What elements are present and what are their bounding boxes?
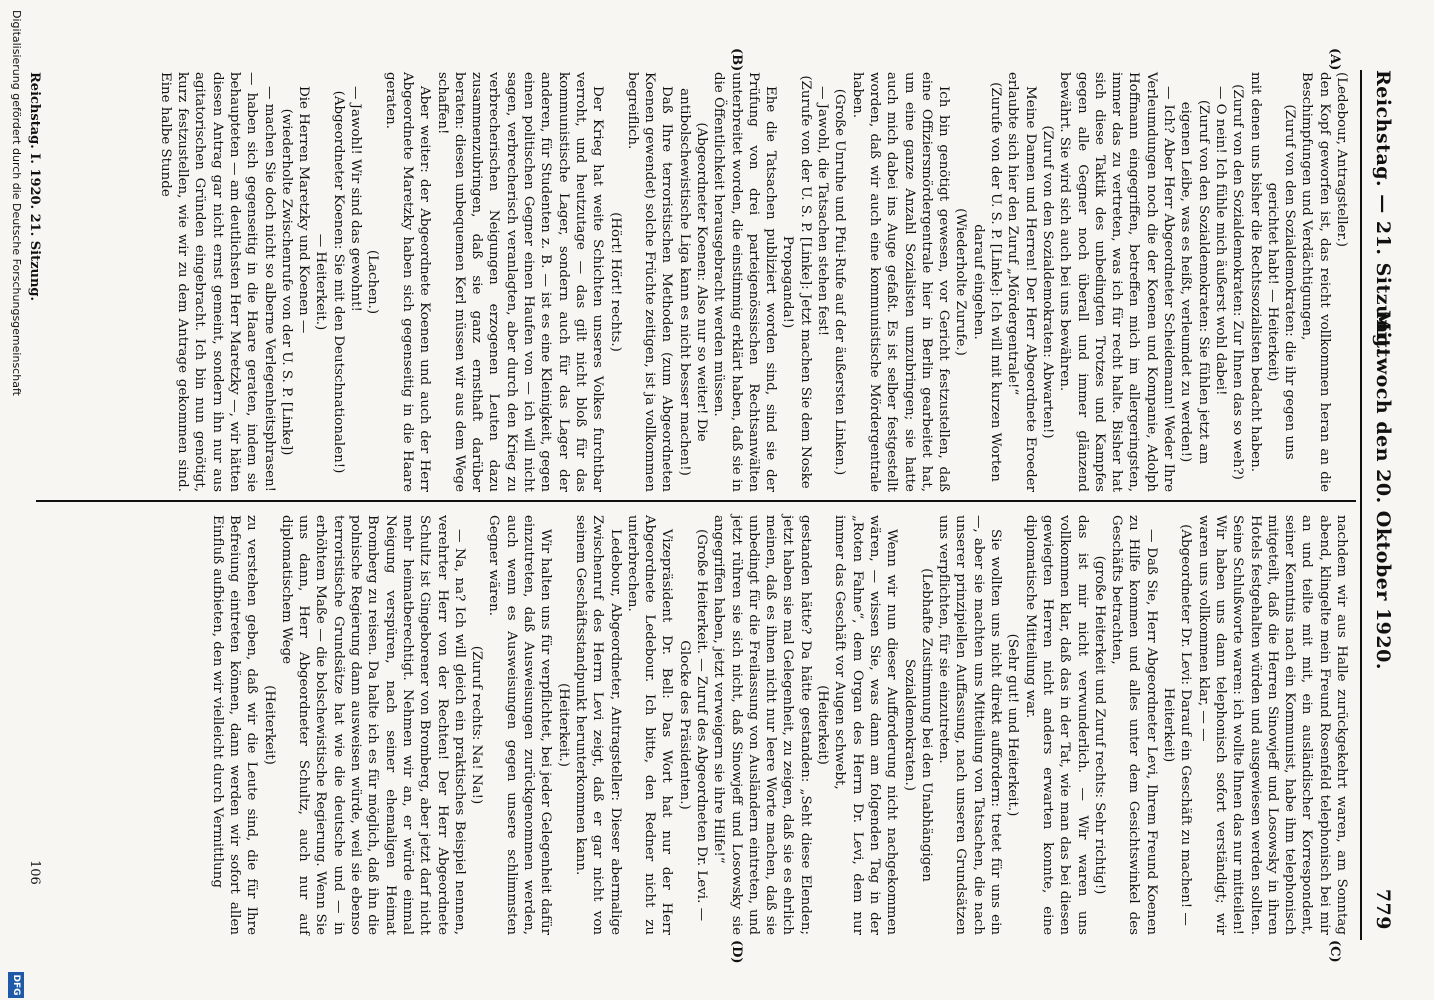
paragraph: — Daß Sie, Herr Abgeordneter Levi, Ihrem Freund Koenen zu Hilfe kommen und alles unter dem Gesichtswinkel des Geschäfts betrachten, bbox=[1109, 515, 1159, 935]
column-divider bbox=[36, 500, 1356, 502]
marker-b: (B) bbox=[729, 48, 744, 72]
paragraph: — Jawohl! Wir sind das gewohnt! bbox=[348, 86, 364, 312]
paragraph: mit denen uns bisher die Rechtssozialisten bedacht haben. bbox=[1247, 72, 1263, 472]
interjection: — Heiterkeit.) bbox=[313, 233, 329, 331]
interjection: (Abgeordneter Koenen: Also nur so weiter! Die antibolschewistische Liga kann es nicht besser machen!) bbox=[676, 88, 710, 476]
header-date: Mittwoch den 20. Oktober 1920. bbox=[1372, 310, 1394, 670]
interjection: (Heiterkeit) bbox=[261, 685, 277, 765]
header-session: Reichstag. — 21. Sitzung. bbox=[1372, 70, 1394, 355]
interjection: (wiederholte Zwischenrufe von der U. S. P. [Linke]) bbox=[278, 108, 294, 456]
left-column bbox=[157, 72, 1350, 492]
paragraph: das ist mir nicht verwunderlich. — Wir waren uns vollkommen klar, daß das in der Tat, wie man das bei diesen gewiegten Herren nicht anders erwarten konnte, eine diplomatische Mitteilung war. bbox=[1022, 515, 1090, 935]
header-rule bbox=[1360, 70, 1362, 940]
paragraph: den Kopf geworfen ist, das reicht vollkommen heran an die Beschimpfungen und Verdächtigungen, bbox=[1299, 72, 1332, 492]
interjection: (Sehr gut! und Heiterkeit.) bbox=[1005, 633, 1021, 817]
paragraph: (Ledebour, Antragsteller.) bbox=[1334, 72, 1349, 247]
header-page-number: 779 bbox=[1372, 888, 1394, 930]
paragraph: — O nein! Ich fühle mich äußerst wohl dabei! bbox=[1212, 86, 1228, 396]
interjection: (Große Heiterkeit. — Zuruf des Abgeordneten Dr. Levi. — Glocke des Präsidenten.) bbox=[676, 528, 710, 921]
interjection: (Hört! Hört! rechts.) bbox=[607, 212, 623, 352]
paragraph: zu verstehen geben, daß wir die Leute sind, die für Ihre Befreiung eintreten können, dann werden wir sofort allen Einfluß aufbieten, den wir vielleicht durch Vermittlung bbox=[209, 515, 260, 935]
interjection: (Zurufe von der U. S. P. [Linke]: Jetzt machen Sie dem Noske Propaganda!) bbox=[780, 75, 813, 489]
paragraph: — Na, na? Ich will gleich ein praktisches Beispiel nennen, verehrter Herr von der Rechten! Der Herr Abgeordnete Schultz ist Gingeborener von Bromberg, aber jetzt darf nicht mehr heimatberechtigt. Nehmen wir an, er würde einmal Neigung verspüren, nach seiner ehemaligen Heimat Bromberg zu reisen. Da halte ich es für möglich, daß ihn die polnische Regierung dann ausweisen würde, weil sie ebenso terroristische Grundsätze hat wie die deutsche und — in erhöhtem Maße — die bolschewistische Regierung. Wenn Sie uns dann, Herr Abgeordneter Schultz, auch nur auf diplomatischem Wege bbox=[278, 515, 467, 935]
paragraph: Der Krieg hat weite Schichten unseres Volkes furchtbar verroht, und heutzutage — das gilt nicht bloß für das kommunistische Lager, sondern auch für das Lager der anderen, für Studenten z. B. — ist es eine Kleinigkeit, gegen einen politischen Gegner einen Haufen von — ich will nicht sagen, verbrecherisch veranlagten, aber durch den Krieg zu verbrecherischen Neigungen erzogenen Leuten dazu zusammenzubringen, daß sie ganz ernsthaft darüber beraten: diesen unbequemen Kerl müssen wir aus dem Wege schaffen! bbox=[434, 72, 606, 492]
page-footer: Reichstag. I. 1920. 21. Sitzung. bbox=[27, 72, 42, 302]
digitization-notice: Digitalisierung gefördert durch die Deutsche Forschungsgemeinschaft bbox=[10, 10, 23, 396]
interjection: (Abgeordneter Dr. Levi: Darauf ein Geschäft zu machen! — Heiterkeit) bbox=[1161, 524, 1194, 926]
paragraph: nachdem wir aus Halle zurückgekehrt waren, am Sonntag abend, klingelte mein Freund Rosenfeld telephonisch bei mir an und teilte mit mit, ein ausländischer Korrespondent, seiner Kenntnis nach ein Kommunist, habe ihm telephonisch mitgeteilt, daß die Herren Sinowjeff und Losowsky in ihren Hotels festgehalten würden und ausgewiesen werden sollten. Seine Schlußworte waren: ich wollte Ihnen das nur mitteilen! Wir haben uns dann telephonisch sofort verständigt; wir waren uns vollkommen klar, — — bbox=[1195, 515, 1349, 935]
paragraph: Daß Ihre terroristischen Methoden (zum Abgeordneten Koenen gewendet) solche Früchte zeitigen, ist ja vollkommen begreiflich. bbox=[624, 72, 675, 492]
paragraph: — Ich? Aber Herr Abgeordneter Scheidemann! Weder Ihre Verleumdungen noch die der Koenen und Kompanie, Adolph Hoffmann eingegriffen, betreffen mich im allergeringsten, immer das zu vertreten, was ich für recht halte. Bisher hat sich diese Taktik des unbedingten Trotzes und Kampfes gegen alle Gegner noch überall und immer glänzend bewährt. Sie wird sich auch bei uns bewähren. bbox=[1057, 72, 1177, 492]
interjection: (Zuruf von den Sozialdemokraten: Zur Ihnen das so weh?) bbox=[1230, 84, 1246, 480]
right-column bbox=[208, 515, 1350, 935]
interjection: (Abgeordneter Koenen: Sie mit den Deutschnationalen!) bbox=[330, 90, 346, 474]
marker-d: (D) bbox=[729, 940, 744, 964]
interjection: (Wiederholte Zurufe.) bbox=[953, 208, 969, 356]
digitization-stamp bbox=[4, 0, 24, 1000]
footer-page-number: 106 bbox=[27, 860, 42, 885]
marker-c: (C) bbox=[1327, 940, 1342, 963]
interjection: (Zuruf von den Sozialdemokraten: Sie fühlen jetzt am eigenen Leibe, was es heißt, verleumdet zu werden!) bbox=[1178, 99, 1211, 465]
interjection: (Heiterkeit) bbox=[815, 685, 831, 765]
marker-a: (A) bbox=[1327, 48, 1342, 71]
interjection: (Zurufe von der U. S. P. [Linke]: Ich will mit kurzen Worten darauf eingehen. bbox=[970, 82, 1004, 482]
paragraph: Die Herren Maretzky und Koenen — bbox=[296, 86, 312, 334]
paragraph: — Jawohl, die Tatsachen stehen fest! bbox=[815, 86, 831, 337]
paragraph: Vizepräsident Dr. Bell: Das Wort hat nur der Herr Abgeordnete Ledebour. Ich bitte, den Redner nicht zu unterbrechen. bbox=[624, 515, 675, 935]
paragraph: Meine Damen und Herren! Der Herr Abgeordnete Eroeder erlaubte sich hier den Zuruf „Mördergentrale!“ bbox=[1005, 72, 1038, 492]
interjection: (Zuruf rechts: Na! Na!) bbox=[469, 645, 485, 805]
paragraph: gestanden hätte? Da hätte gestanden: „Seht diese Elenden; jetzt haben sie mal Gelegenheit, zu zeigen, daß sie es ehrlich meinen, daß es ihnen nicht nur leere Worte machen, daß sie unbedingt für die Freilassung von Ausländern eintreten, und jetzt rühren sie sich nicht, daß Sinowjeff und Losowsky sie angegriffen haben, jetzt verweigern sie ihre Hilfe!“ bbox=[711, 515, 813, 935]
paragraph: Ehe die Tatsachen publiziert worden sind, sind sie der Prüfung von drei parteigenössischen Rechtsanwälten unterbreitet worden, die einstimmig erklärt haben, daß sie in die Öffentlichkeit herausgebracht werden müssen. bbox=[711, 72, 779, 492]
interjection: (Lachen.) bbox=[365, 249, 381, 315]
paragraph: Ich bin genötigt gewesen, vor Gericht festzustellen, daß eine Offiziersmördergentrale hier in Berlin gearbeitet hat, um eine ganze Anzahl Sozialisten umzubringen; sie hatte auch mich dabei ins Auge gefaßt. Es ist selber festgestellt worden, daß wir auch eine kommunistische Mördergentrale haben. bbox=[849, 72, 952, 492]
page-header bbox=[1364, 70, 1394, 930]
paragraph: — machen Sie doch nicht so alberne Verlegenheitsphrasen! — haben sich gegenseitig in die Haare geraten, indem sie behaupteten — am deutlichsten Herr Maretzky —, wir hätten diesen Antrag gar nicht ernst gemeint, sondern ihn nur aus agitatorischen Gründen eingebracht. Ich bin nun genötigt, kurz festzustellen, wie wir zu dem Antrage gekommen sind. Eine halbe Stunde bbox=[157, 72, 277, 492]
interjection: (Zuruf von den Sozialdemokraten: Abwarten!) bbox=[1039, 125, 1055, 439]
interjection: (Heiterkeit.) bbox=[555, 683, 571, 767]
paragraph: Wenn wir nun dieser Aufforderung nicht nachgekommen wären, — wissen Sie, was dann am folgenden Tag in der „Roten Fahne“, dem Organ des Herrn Dr. Levi, dem nur immer das Geschäft vor Augen schwebt, bbox=[832, 515, 900, 935]
paragraph: Sie wollten uns nicht direkt auffordern: tretet für uns ein —, aber sie machten uns Mitteilung von Tatsachen, die nach unserer prinzipiellen Auffassung, nach unseren Grundsätzen uns verpflichten, für sie einzutreten. bbox=[936, 515, 1004, 935]
paragraph: Ledebour, Abgeordneter, Antragsteller: Dieser abermalige Zwischenruf des Herrn Levi zeigt, daß er gar nicht von seinem Geschäftsstandpunkt herunterkommen kann. bbox=[572, 515, 623, 935]
paragraph: Wir halten uns für verpflichtet, bei jeder Gelegenheit dafür einzutreten, daß Ausweisungen zurückgenommen werden, auch wenn es Ausweisungen gegen unsere schlimmsten Gegner wären. bbox=[486, 515, 554, 935]
interjection: (große Heiterkeit und Zuruf rechts: Sehr richtig!) bbox=[1091, 555, 1107, 895]
dfg-logo: DFG bbox=[8, 972, 24, 998]
interjection: (Große Unruhe und Pfui-Rufe auf der äußersten Linken.) bbox=[832, 88, 848, 476]
paragraph: Aber weiter: der Abgeordnete Koenen und auch der Herr Abgeordnete Maretzky haben sich gegenseitig in die Haare geraten. bbox=[382, 72, 433, 492]
interjection: (Lebhafte Zustimmung bei den Unabhängigen Sozialdemokraten.) bbox=[901, 568, 934, 882]
interjection: (Zuruf von den Sozialdemokraten: die ihr gegen uns gerichtet habt! — Heiterkeit) bbox=[1264, 104, 1298, 460]
